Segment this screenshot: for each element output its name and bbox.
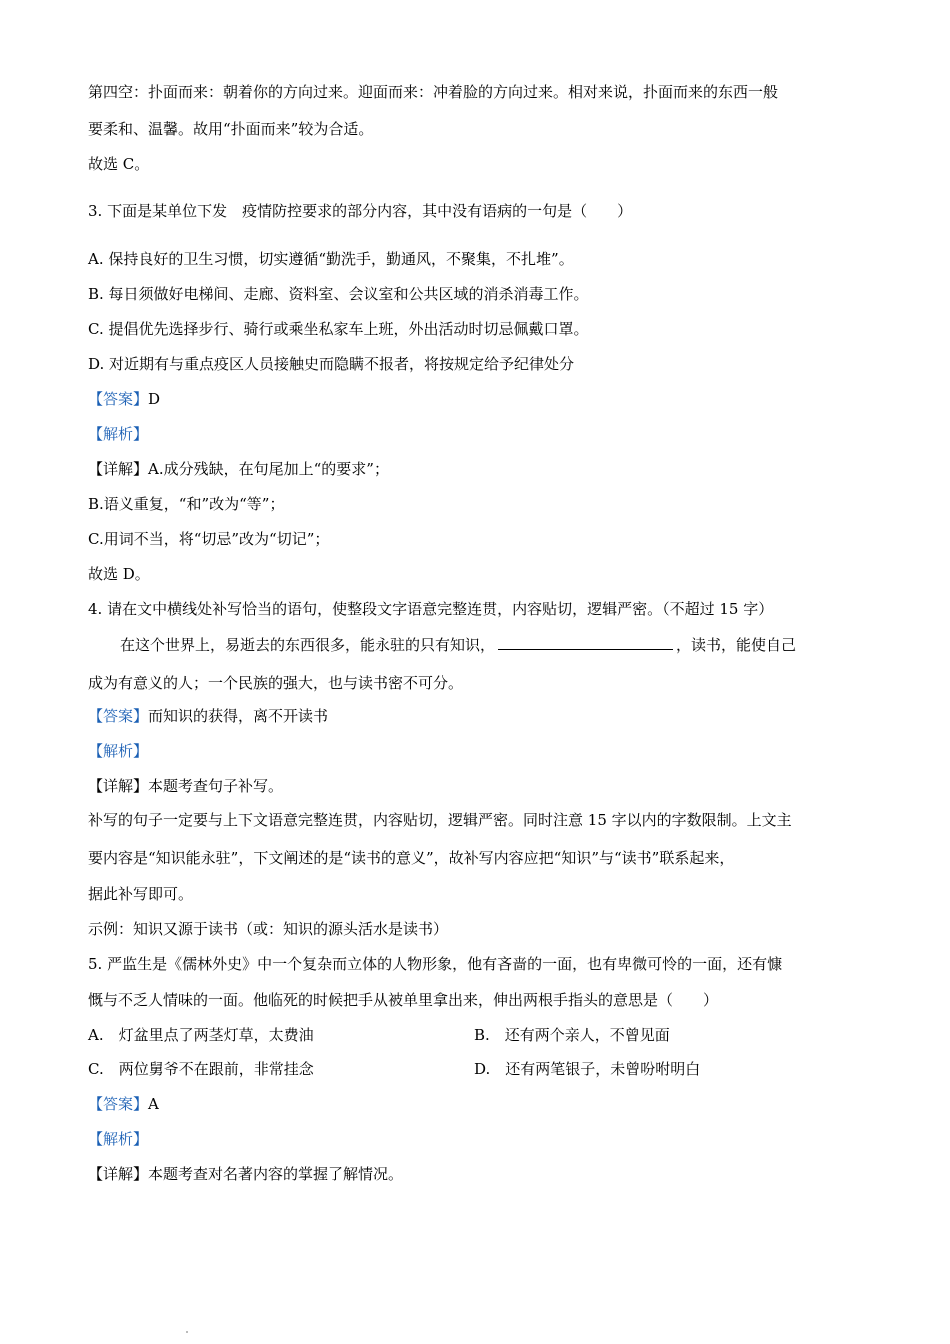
question-5-option-a: A. 灯盆里点了两茎灯草，太费油 — [88, 1026, 314, 1044]
analysis-tag: 【解析】 — [88, 742, 149, 760]
question-3-stem: 3. 下面是某单位下发 疫情防控要求的部分内容，其中没有语病的一句是（ ） — [88, 202, 633, 220]
question-5-option-c: C. 两位舅爷不在跟前，非常挂念 — [88, 1060, 314, 1078]
text-line: 要内容是“知识能永驻”，下文阐述的是“读书的意义”，故补写内容应把“知识”与“读书”联系起来， — [88, 849, 735, 867]
detail-text: A.成分残缺，在句尾加上“的要求”； — [148, 460, 389, 478]
answer-line — [88, 706, 328, 726]
text-line: 故选 C。 — [88, 155, 150, 173]
answer-tag: 【答案】 — [88, 707, 149, 725]
detail-tag: 【详解】 — [88, 460, 149, 478]
detail-tag: 【详解】 — [88, 777, 149, 795]
text-line: 故选 D。 — [88, 565, 150, 583]
answer-line — [88, 389, 160, 409]
answer-text: D — [148, 390, 161, 408]
detail-text: 本题考查句子补写。 — [148, 777, 284, 795]
answer-text: A — [148, 1095, 159, 1113]
answer-tag: 【答案】 — [88, 390, 149, 408]
text-line: 据此补写即可。 — [88, 885, 194, 903]
analysis-line — [88, 1129, 148, 1149]
text-line: B.语义重复，“和”改为“等”； — [88, 495, 285, 513]
text-line: C.用词不当，将“切忌”改为“切记”； — [88, 530, 330, 548]
question-3-option-b: B. 每日须做好电梯间、走廊、资料室、会议室和公共区域的消杀消毒工作。 — [88, 285, 589, 303]
question-5-stem: 5. 严监生是《儒林外史》中一个复杂而立体的人物形象，他有吝啬的一面，也有卑微可怜的一面，还有慷 — [88, 955, 783, 973]
analysis-line — [88, 424, 148, 444]
analysis-tag: 【解析】 — [88, 425, 149, 443]
text-line: 第四空：扑面而来：朝着你的方向过来。迎面而来：冲着脸的方向过来。相对来说，扑面而来的东西一般 — [88, 83, 779, 101]
detail-line — [88, 459, 389, 479]
text-line: 成为有意义的人；一个民族的强大，也与读书密不可分。 — [88, 674, 464, 692]
question-3-option-d: D. 对近期有与重点疫区人员接触史而隐瞒不报者，将按规定给予纪律处分 — [88, 355, 575, 373]
detail-text: 本题考查对名著内容的掌握了解情况。 — [148, 1165, 404, 1183]
answer-text: 而知识的获得，离不开读书 — [148, 707, 329, 725]
text-line: 补写的句子一定要与上下文语意完整连贯，内容贴切，逻辑严密。同时注意 15 字以内的字数限制。上文主 — [88, 811, 792, 829]
passage-text-after: ，读书，能使自己 — [676, 636, 797, 654]
question-3-option-a: A. 保持良好的卫生习惯，切实遵循“勤洗手，勤通风，不聚集，不扎堆”。 — [88, 250, 574, 268]
question-5-option-d: D. 还有两笔银子，未曾吩咐明白 — [474, 1060, 701, 1078]
answer-tag: 【答案】 — [88, 1095, 149, 1113]
fill-in-blank — [498, 635, 673, 650]
analysis-line — [88, 741, 148, 761]
page-mark — [186, 1331, 188, 1333]
passage-text-before: 在这个世界上，易逝去的东西很多，能永驻的只有知识， — [120, 636, 496, 654]
question-4-passage-line — [120, 635, 796, 655]
question-5-option-b: B. 还有两个亲人，不曾见面 — [474, 1026, 670, 1044]
text-line: 示例：知识又源于读书（或：知识的源头活水是读书） — [88, 920, 449, 938]
analysis-tag: 【解析】 — [88, 1130, 149, 1148]
detail-line — [88, 776, 283, 796]
text-line: 要柔和、温馨。故用“扑面而来”较为合适。 — [88, 120, 374, 138]
question-4-stem: 4. 请在文中横线处补写恰当的语句，使整段文字语意完整连贯，内容贴切，逻辑严密。（不超过 15 字） — [88, 600, 774, 618]
text-line: 慨与不乏人情味的一面。他临死的时候把手从被单里拿出来，伸出两根手指头的意思是（ ） — [88, 991, 719, 1009]
detail-line — [88, 1164, 403, 1184]
detail-tag: 【详解】 — [88, 1165, 149, 1183]
question-3-option-c: C. 提倡优先选择步行、骑行或乘坐私家车上班，外出活动时切忌佩戴口罩。 — [88, 320, 589, 338]
answer-line — [88, 1094, 159, 1114]
